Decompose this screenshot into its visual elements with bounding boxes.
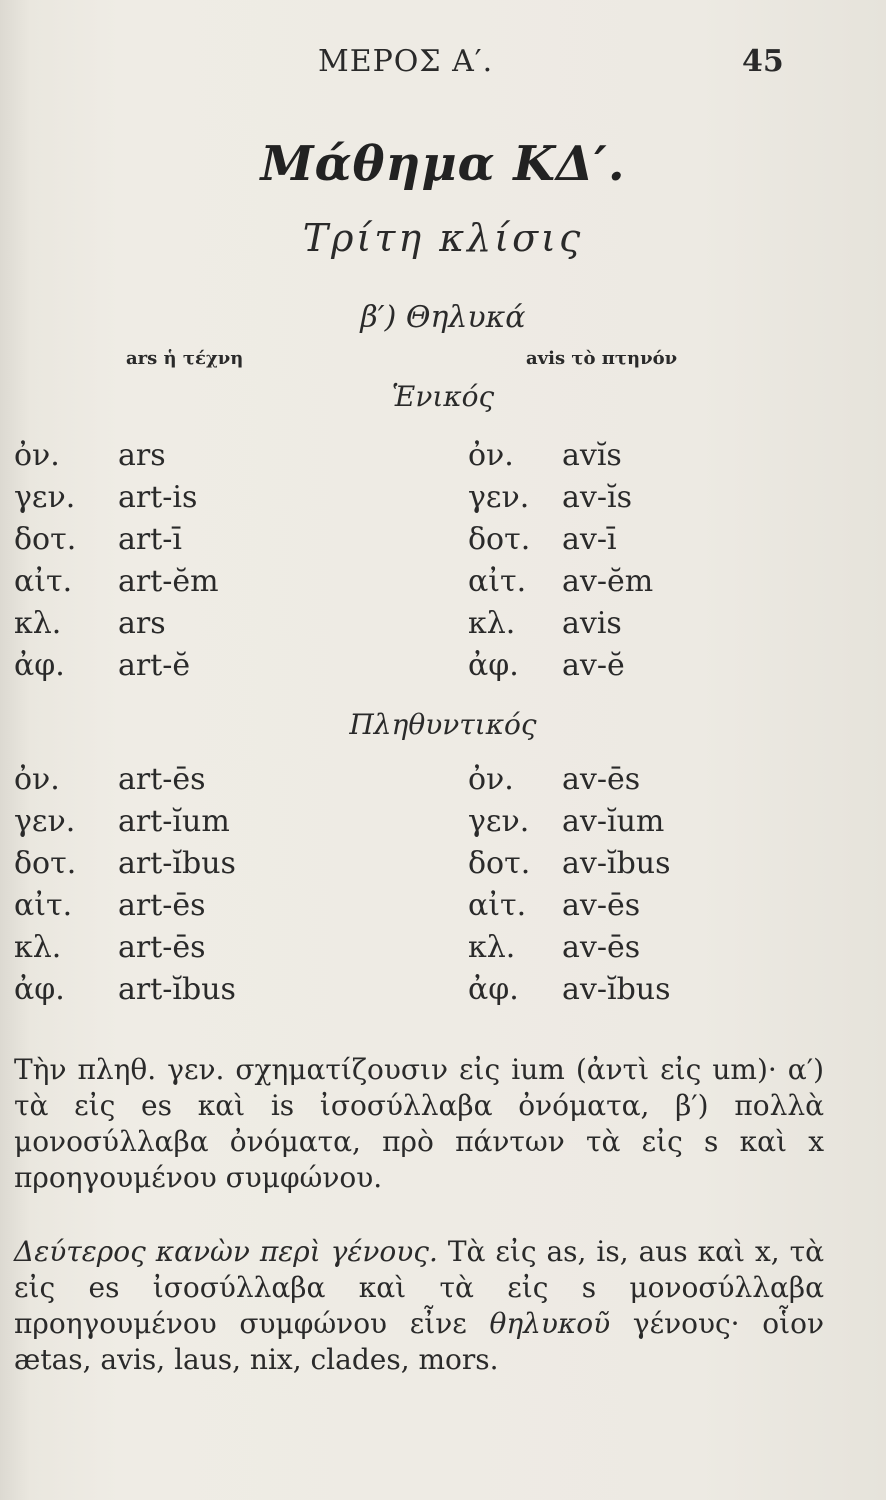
case-label: κλ. <box>14 606 62 641</box>
lemma-ars: ars ἡ τέχνη <box>126 348 244 369</box>
table-row <box>0 930 886 972</box>
table-row <box>0 972 886 1014</box>
case-label: ὀν. <box>468 438 514 473</box>
singular-label: Ἑνικός <box>391 380 495 413</box>
table-row <box>0 606 886 648</box>
case-label: δοτ. <box>468 846 531 881</box>
case-label: αἰτ. <box>468 564 527 599</box>
lemma-avis: avis τὸ πτηνόν <box>526 348 678 369</box>
form-ars: ars <box>118 606 166 641</box>
case-label: ὀν. <box>468 762 514 797</box>
rule-genitive-plural: Τὴν πληθ. γεν. σχηματίζουσιν εἰς ium (ἀντὶ εἰς um)· α′) τὰ εἰς es καὶ is ἰσοσύλλαβα ὀνόματα, β′) πολλὰ μονοσύλλαβα ὀνόματα, πρὸ πάντων τὰ εἰς s καὶ x προηγουμένου συμφώνου. <box>14 1053 824 1194</box>
case-label: ἀφ. <box>468 648 519 683</box>
case-label: δοτ. <box>14 522 77 557</box>
table-row <box>0 762 886 804</box>
case-label: γεν. <box>14 804 76 839</box>
form-ars: art-ī <box>118 522 183 557</box>
case-label: αἰτ. <box>468 888 527 923</box>
table-row <box>0 846 886 888</box>
lesson-title: Μάθημα ΚΔ′. <box>260 136 626 192</box>
case-label: γεν. <box>468 804 530 839</box>
table-row <box>0 564 886 606</box>
case-label: δοτ. <box>468 522 531 557</box>
form-ars: art-ĭbus <box>118 846 236 881</box>
rule-gender <box>14 1234 824 1378</box>
case-label: αἰτ. <box>14 564 73 599</box>
form-ars: art-ĕm <box>118 564 219 599</box>
case-label: ἀφ. <box>14 972 65 1007</box>
form-avis: av-ĭum <box>562 804 665 839</box>
case-label: κλ. <box>468 930 516 965</box>
case-label: αἰτ. <box>14 888 73 923</box>
form-avis: av-ēs <box>562 888 641 923</box>
form-ars: art-ēs <box>118 888 206 923</box>
table-row <box>0 888 886 930</box>
form-avis: av-ĭbus <box>562 846 671 881</box>
form-avis: av-ĭs <box>562 480 632 515</box>
table-row <box>0 480 886 522</box>
declension-title: Τρίτη κλίσις <box>302 216 584 260</box>
form-ars: art-ēs <box>118 930 206 965</box>
rule-emphasis: θηλυκοῦ <box>489 1307 611 1340</box>
form-avis: av-ĭbus <box>562 972 671 1007</box>
gender-heading: β′) Θηλυκά <box>360 300 526 335</box>
form-ars: art-ĭbus <box>118 972 236 1007</box>
form-ars: art-ĕ <box>118 648 191 683</box>
page-number: 45 <box>742 44 784 79</box>
case-label: γεν. <box>14 480 76 515</box>
form-ars: ars <box>118 438 166 473</box>
form-avis: av-ēs <box>562 762 641 797</box>
form-ars: art-is <box>118 480 198 515</box>
form-avis: av-ĕm <box>562 564 654 599</box>
table-row <box>0 804 886 846</box>
case-label: δοτ. <box>14 846 77 881</box>
form-ars: art-ĭum <box>118 804 230 839</box>
rule-heading: Δεύτερος κανὼν περὶ γένους. <box>14 1235 438 1268</box>
running-title: ΜΕΡΟΣ Α′. <box>318 44 494 79</box>
case-label: ἀφ. <box>468 972 519 1007</box>
table-row <box>0 522 886 564</box>
plural-label: Πληθυντικός <box>349 708 537 741</box>
case-label: κλ. <box>14 930 62 965</box>
form-avis: avĭs <box>562 438 622 473</box>
rule-text: Τὰ εἰς as, is, aus καὶ x, τὰ εἰς es ἰσοσύλλαβα καὶ τὰ εἰς s μονοσύλλαβα προηγουμένου συμφώνου εἶνε <box>14 1235 824 1340</box>
form-avis: av-ĕ <box>562 648 625 683</box>
case-label: κλ. <box>468 606 516 641</box>
form-avis: av-ēs <box>562 930 641 965</box>
table-row <box>0 438 886 480</box>
form-avis: av-ī <box>562 522 617 557</box>
form-avis: avis <box>562 606 622 641</box>
case-label: γεν. <box>468 480 530 515</box>
form-ars: art-ēs <box>118 762 206 797</box>
case-label: ἀφ. <box>14 648 65 683</box>
case-label: ὀν. <box>14 762 60 797</box>
running-head <box>0 44 886 84</box>
table-row <box>0 648 886 690</box>
rule-examples: γένους· οἷον ætas, avis, laus, nix, clades, mors. <box>14 1307 824 1376</box>
case-label: ὀν. <box>14 438 60 473</box>
